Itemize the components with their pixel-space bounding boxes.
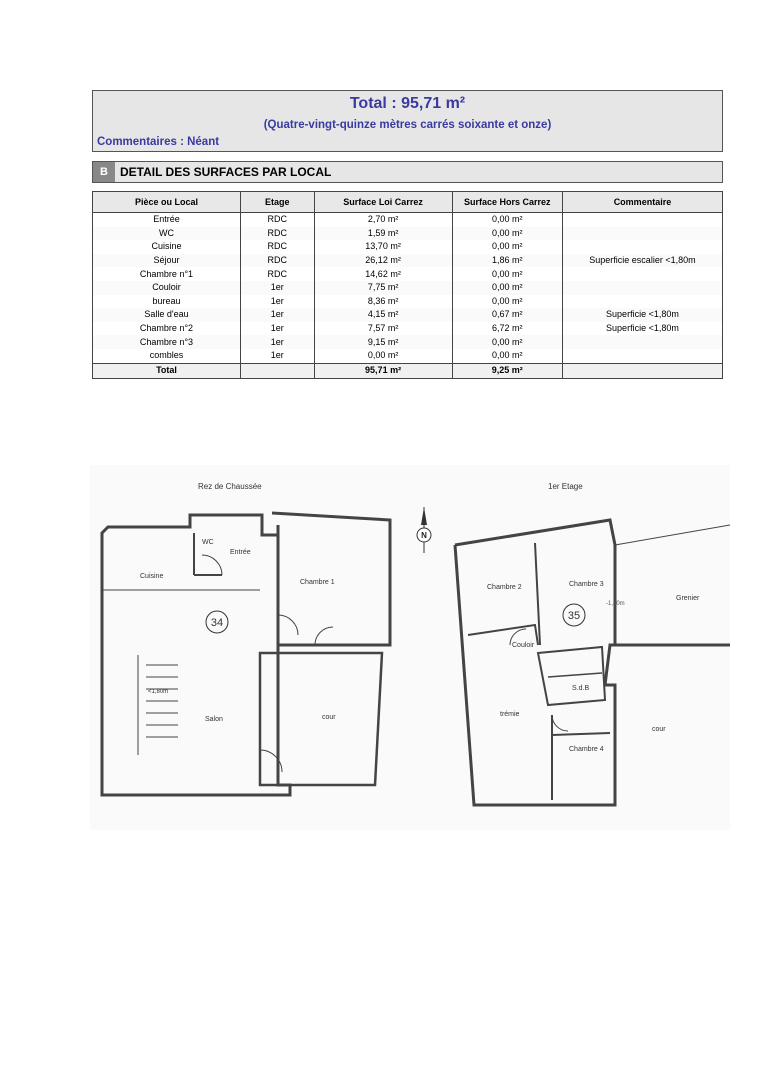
table-cell: bureau [93, 295, 241, 309]
table-row [93, 335, 723, 349]
table-cell: 1er [240, 335, 314, 349]
table-cell [562, 267, 722, 281]
table-cell: 1,59 m² [314, 227, 452, 241]
north-letter: N [421, 531, 427, 540]
total-surface: Total : 95,71 m² [349, 95, 466, 112]
section-title: DETAIL DES SURFACES PAR LOCAL [120, 165, 332, 179]
table-cell [562, 349, 722, 363]
room-label-entree: Entrée [230, 549, 251, 556]
section-letter: B [93, 162, 115, 182]
table-cell: 14,62 m² [314, 267, 452, 281]
table-row [93, 308, 723, 322]
table-cell: 0,00 m² [452, 335, 562, 349]
table-cell: 1er [240, 308, 314, 322]
table-cell: 4,15 m² [314, 308, 452, 322]
table-header-row [93, 192, 723, 213]
table-body [93, 213, 723, 364]
total-surface-words: (Quatre-vingt-quinze mètres carrés soixante et onze) [263, 119, 552, 131]
table-cell: RDC [240, 254, 314, 268]
table-cell [562, 335, 722, 349]
table-cell: Salle d'eau [93, 308, 241, 322]
comments: Commentaires : Néant [97, 136, 220, 148]
room-label-chambre-3: Chambre 3 [569, 581, 604, 588]
table-row [93, 322, 723, 336]
table-header: Pièce ou Local [93, 192, 241, 213]
table-total-row [93, 363, 723, 378]
total-summary-box [92, 90, 723, 152]
lot-number-35: 35 [567, 610, 581, 622]
table-cell: Entrée [93, 213, 241, 227]
table-header: Commentaire [562, 192, 722, 213]
table-cell: combles [93, 349, 241, 363]
table-row [93, 240, 723, 254]
table-cell: 0,00 m² [314, 349, 452, 363]
table-cell: 8,36 m² [314, 295, 452, 309]
table-row [93, 281, 723, 295]
table-cell: Total [93, 363, 241, 378]
ground-floor-title: Rez de Chaussée [198, 482, 262, 491]
first-floor-title: 1er Etage [548, 482, 583, 491]
table-cell: 0,00 m² [452, 240, 562, 254]
room-label-couloir: Couloir [512, 642, 535, 649]
table-cell: Superficie <1,80m [562, 308, 722, 322]
room-label-cour-ground: cour [322, 714, 336, 721]
table-cell: 1er [240, 295, 314, 309]
surface-table [92, 191, 723, 379]
height-label: -1,80m [606, 601, 625, 607]
table-cell: Chambre n°3 [93, 335, 241, 349]
table-cell [562, 213, 722, 227]
table-row [93, 349, 723, 363]
table-cell: 0,00 m² [452, 295, 562, 309]
table-cell: Superficie escalier <1,80m [562, 254, 722, 268]
table-cell [240, 363, 314, 378]
room-label-chambre-1: Chambre 1 [300, 579, 335, 586]
table-cell: 9,15 m² [314, 335, 452, 349]
table-cell: 0,00 m² [452, 281, 562, 295]
table-cell: 7,57 m² [314, 322, 452, 336]
table-cell: 26,12 m² [314, 254, 452, 268]
table-cell: 0,00 m² [452, 213, 562, 227]
stair-label: <1,80m [148, 689, 169, 695]
section-header [92, 161, 723, 183]
room-label-salon: Salon [205, 716, 223, 723]
room-label-chambre-4: Chambre 4 [569, 746, 604, 753]
table-cell [562, 295, 722, 309]
table-cell: RDC [240, 240, 314, 254]
table-header: Surface Loi Carrez [314, 192, 452, 213]
table-cell: RDC [240, 227, 314, 241]
table-cell: Superficie <1,80m [562, 322, 722, 336]
table-cell: Chambre n°2 [93, 322, 241, 336]
room-label-cuisine: Cuisine [140, 573, 164, 580]
table-cell: Couloir [93, 281, 241, 295]
room-label-sdb: S.d.B [572, 685, 590, 692]
room-label-chambre-2: Chambre 2 [487, 584, 522, 591]
room-label-tremie: trémie [500, 711, 520, 718]
table-cell [562, 281, 722, 295]
room-label-wc: WC [202, 539, 214, 546]
table-row [93, 254, 723, 268]
table-cell: 0,00 m² [452, 267, 562, 281]
room-label-cour-first: cour [652, 726, 666, 733]
lot-number-34: 34 [210, 617, 224, 629]
floor-plan [90, 465, 730, 830]
table-cell [562, 363, 722, 378]
table-cell: 0,00 m² [452, 227, 562, 241]
table-row [93, 267, 723, 281]
table-cell: 9,25 m² [452, 363, 562, 378]
table-cell: 1er [240, 322, 314, 336]
table-cell: Séjour [93, 254, 241, 268]
table-header: Etage [240, 192, 314, 213]
table-row [93, 295, 723, 309]
table-cell: 1,86 m² [452, 254, 562, 268]
table-header: Surface Hors Carrez [452, 192, 562, 213]
table-cell: 0,00 m² [452, 349, 562, 363]
table-cell [562, 240, 722, 254]
table-cell: 2,70 m² [314, 213, 452, 227]
table-cell: 6,72 m² [452, 322, 562, 336]
table-cell: RDC [240, 267, 314, 281]
table-cell: 1er [240, 281, 314, 295]
table-cell: 13,70 m² [314, 240, 452, 254]
table-cell: 1er [240, 349, 314, 363]
table-cell: Cuisine [93, 240, 241, 254]
table-cell: 0,67 m² [452, 308, 562, 322]
table-cell: 95,71 m² [314, 363, 452, 378]
room-label-grenier: Grenier [676, 595, 700, 602]
table-row [93, 213, 723, 227]
table-cell: WC [93, 227, 241, 241]
table-row [93, 227, 723, 241]
table-cell: RDC [240, 213, 314, 227]
table-cell: Chambre n°1 [93, 267, 241, 281]
table-cell: 7,75 m² [314, 281, 452, 295]
table-cell [562, 227, 722, 241]
